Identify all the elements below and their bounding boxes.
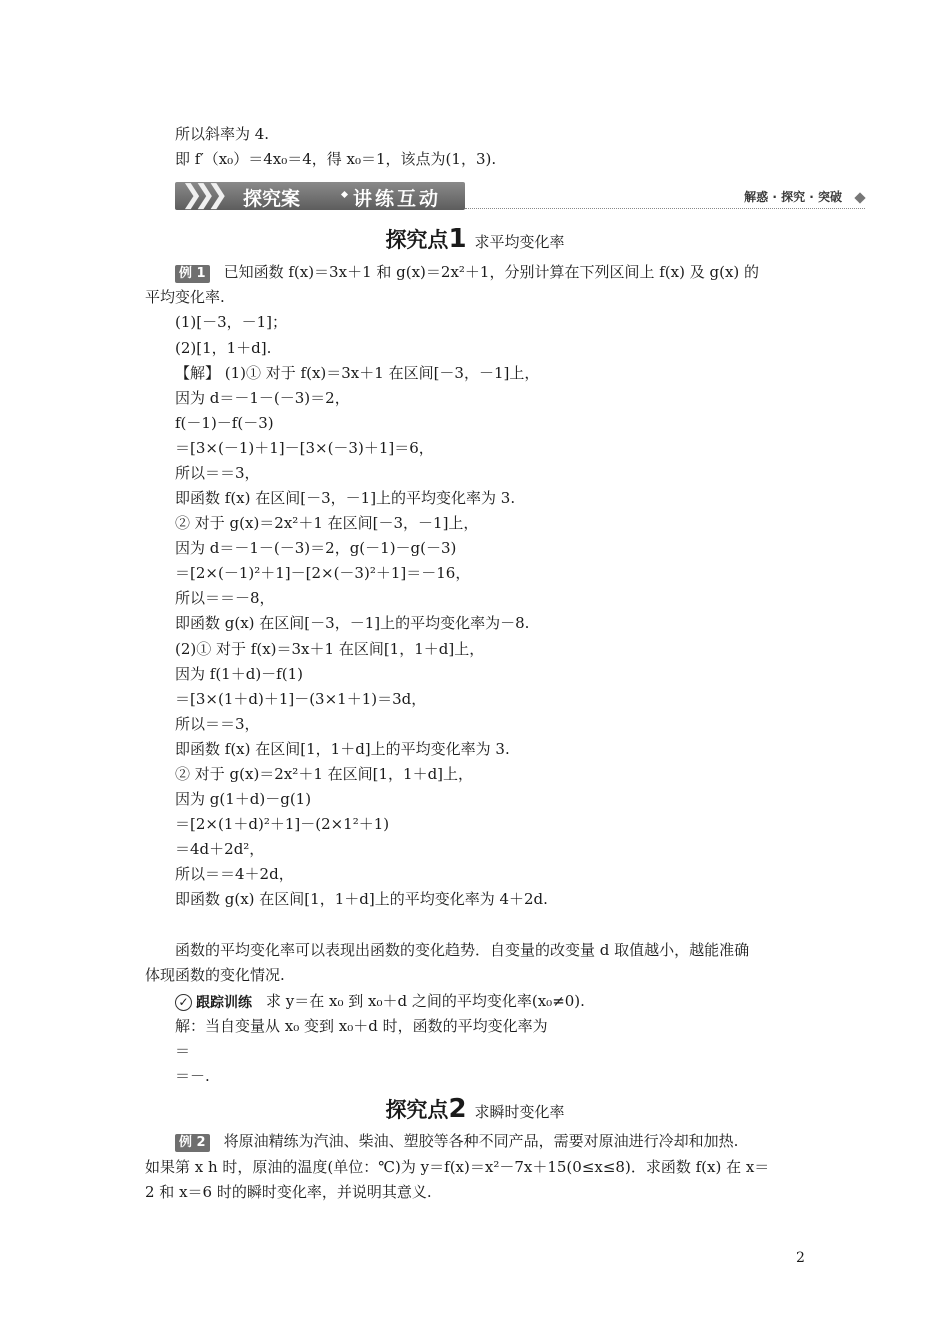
note-line-2: 体现函数的变化情况. <box>145 966 285 984</box>
banner-subtitle: 讲练互动 <box>353 188 442 210</box>
follow-answer-line: ＝ <box>175 1042 191 1060</box>
check-icon: ✓ <box>175 994 192 1011</box>
solution-line: ＝[3×(－1)＋1]－[3×(－3)＋1]＝6， <box>175 439 434 457</box>
section1-subtitle: 求平均变化率 <box>474 233 565 251</box>
example1-question-line2: 平均变化率. <box>145 288 225 306</box>
example2-line-1-text: 将原油精练为汽油、柴油、塑胶等各种不同产品，需要对原油进行冷却和加热. <box>223 1132 739 1150</box>
solution-line: 所以＝＝3， <box>175 464 260 482</box>
section2-subtitle: 求瞬时变化率 <box>474 1103 565 1121</box>
top-line-2: 即 f′（x₀）＝4x₀＝4，得 x₀＝1，该点为(1，3). <box>175 150 497 168</box>
solution-line: 即函数 f(x) 在区间[－3，－1]上的平均变化率为 3. <box>175 489 516 507</box>
solution-line: ＝4d＋2d²， <box>175 840 265 858</box>
section1-heading <box>0 224 950 254</box>
solution-line: 所以＝＝4＋2d， <box>175 865 294 883</box>
solution-line: 因为 d＝－1－(－3)＝2， <box>175 389 350 407</box>
follow-label-text: 跟踪训练 <box>196 994 252 1011</box>
note-line-1: 函数的平均变化率可以表现出函数的变化趋势．自变量的改变量 d 取值越小，越能准确 <box>175 941 750 959</box>
solution-line: 即函数 g(x) 在区间[－3，－1]上的平均变化率为－8. <box>175 614 530 632</box>
section2-title: 探究点 <box>385 1098 449 1122</box>
banner-title: 探究案 <box>243 188 301 210</box>
follow-label <box>175 993 252 1013</box>
solution-line: 所以＝＝－8， <box>175 589 275 607</box>
solution-line: ＝[2×(－1)²＋1]－[2×(－3)²＋1]＝－16， <box>175 564 471 582</box>
follow-question-text: 求 y＝在 x₀ 到 x₀＋d 之间的平均变化率(x₀≠0). <box>266 992 585 1010</box>
example1-question-text: 已知函数 f(x)＝3x＋1 和 g(x)＝2x²＋1，分别计算在下列区间上 f(x) 及 g(x) 的 <box>223 263 760 281</box>
solution-line: 即函数 f(x) 在区间[1，1＋d]上的平均变化率为 3. <box>175 740 510 758</box>
banner-right-label: 解惑 · 探究 · 突破 <box>744 190 842 204</box>
example2-line-2: 如果第 x h 时，原油的温度(单位：℃)为 y＝f(x)＝x²－7x＋15(0≤x≤8)．求函数 f(x) 在 x＝ <box>145 1158 770 1176</box>
solution-line: f(－1)－f(－3) <box>175 414 274 432</box>
solution-line: 因为 d＝－1－(－3)＝2，g(－1)－g(－3) <box>175 539 457 557</box>
solution-line: 所以＝＝3， <box>175 715 260 733</box>
page-number: 2 <box>796 1250 805 1266</box>
solution-line: 即函数 g(x) 在区间[1，1＋d]上的平均变化率为 4＋2d. <box>175 890 548 908</box>
example1-part-1: (1)[－3，－1]； <box>175 313 288 331</box>
example2-line-1 <box>175 1131 738 1152</box>
section2-heading <box>0 1094 950 1124</box>
section1-title: 探究点 <box>385 228 449 252</box>
example2-tag: 例 2 <box>175 1134 210 1152</box>
solution-line: 【解】 (1)① 对于 f(x)＝3x＋1 在区间[－3，－1]上， <box>175 364 540 382</box>
solution-line: ＝[3×(1＋d)＋1]－(3×1＋1)＝3d， <box>175 690 427 708</box>
top-line-1: 所以斜率为 4. <box>175 125 270 143</box>
section1-number: 1 <box>448 224 467 254</box>
example1-tag: 例 1 <box>175 265 210 283</box>
follow-answer-line: ＝－. <box>175 1067 210 1085</box>
example1-part-2: (2)[1，1＋d]. <box>175 339 272 357</box>
solution-line: ② 对于 g(x)＝2x²＋1 在区间[1，1＋d]上， <box>175 765 474 783</box>
section-banner <box>175 180 868 214</box>
solution-line: (2)① 对于 f(x)＝3x＋1 在区间[1，1＋d]上， <box>175 640 485 658</box>
chevron-icon: ❯❯❯ <box>181 180 220 210</box>
solution-line: ② 对于 g(x)＝2x²＋1 在区间[－3，－1]上， <box>175 514 479 532</box>
diamond-icon <box>854 192 865 203</box>
follow-question <box>175 991 585 1013</box>
example2-line-3: 2 和 x＝6 时的瞬时变化率，并说明其意义. <box>145 1183 432 1201</box>
solution-line: 因为 g(1＋d)－g(1) <box>175 790 312 808</box>
solution-line: 因为 f(1＋d)－f(1) <box>175 665 303 683</box>
banner-divider <box>465 208 865 209</box>
follow-answer-line: 解：当自变量从 x₀ 变到 x₀＋d 时，函数的平均变化率为 <box>175 1017 548 1035</box>
solution-line: ＝[2×(1＋d)²＋1]－(2×1²＋1) <box>175 815 390 833</box>
example1-question-line1 <box>175 262 759 283</box>
section2-number: 2 <box>448 1094 467 1124</box>
